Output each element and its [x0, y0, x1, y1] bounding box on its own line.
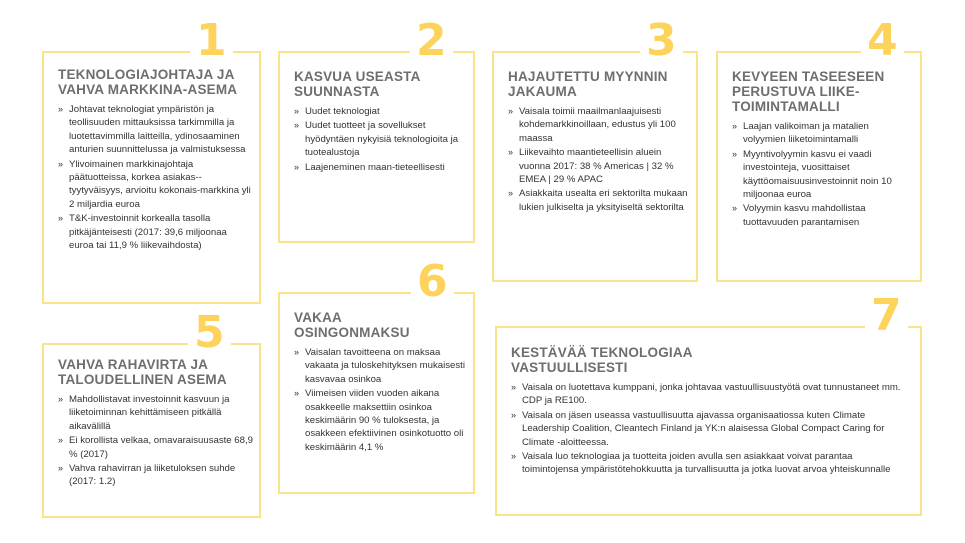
item-text: Vaisala toimii maailmanlaajuisesti kohdemarkkinoillaan, edustus yli 100 maassa [519, 106, 676, 144]
bullet-icon: » [58, 435, 64, 446]
bullet-icon: » [58, 104, 64, 114]
card-1 [42, 15, 261, 304]
card-list [732, 120, 914, 229]
card-4 [716, 15, 922, 282]
item-text: Ylivoimainen markkinajohtaja päätuotteissa, korkea asiakas--tyytyväisyys, arvioitu kokonais-markkina yli 2 miljardia euroa [69, 158, 251, 210]
item-text: Johtavat teknologiat ympäristön ja teollisuuden mittauksissa tarkimmilla ja luotettavimmilla laitteilla, ydinosaaminen anturien suunnittelussa ja valmistuksessa [69, 104, 246, 156]
item-text: T&K-investoinnit korkealla tasolla pitkäjänteisesti (2017: 39,6 miljoonaa euroa tai 11,9 % liikevaihdosta) [69, 213, 227, 252]
item-text: Myyntivolyymin kasvu ei vaadi investointeja, vuosittaiset käyttöomaisuusinvestoinnit noin 10 miljoonaa euroa [743, 148, 892, 201]
card-list [508, 105, 690, 214]
card-number: 6 [411, 260, 454, 304]
list-item [511, 409, 906, 449]
item-text: Laajeneminen maan-tieteellisesti [305, 161, 445, 173]
card-list [294, 346, 467, 454]
card-number: 4 [861, 19, 904, 63]
bullet-icon: » [511, 409, 517, 420]
card-3 [492, 15, 698, 282]
card-list [511, 381, 906, 477]
item-text: Vaisala on jäsen useassa vastuullisuutta ajavassa organisaatiossa kuten Climate Leadership Coalition, Cleantech Finland ja YK:n alaisessa Global Compact Caring for Climate -aloitteessa. [522, 409, 885, 448]
card-title: KESTÄVÄÄ TEKNOLOGIAA VASTUULLISESTI [511, 345, 693, 375]
bullet-icon: » [511, 382, 517, 392]
list-item [294, 387, 467, 454]
list-item [508, 146, 690, 186]
card-number: 1 [190, 19, 233, 63]
list-item [294, 161, 467, 174]
item-text: Asiakkaita usealta eri sektorilta mukaan lukien julkiselta ja yksityiseltä sektorilta [519, 188, 688, 213]
bullet-icon: » [58, 213, 64, 224]
bullet-icon: » [58, 394, 64, 404]
item-text: Vaisalan tavoitteena on maksaa vakaata ja tuloskehityksen mukaisesti kasvavaa osinkoa [305, 347, 465, 385]
bullet-icon: » [294, 161, 300, 172]
list-item [732, 120, 914, 147]
list-item [508, 105, 690, 145]
card-list [58, 103, 253, 252]
list-item [58, 212, 253, 252]
bullet-icon: » [508, 188, 514, 199]
list-item [294, 119, 467, 159]
bullet-icon: » [732, 121, 738, 131]
card-7 [495, 290, 922, 516]
bullet-icon: » [508, 147, 514, 158]
item-text: Mahdollistavat investoinnit kasvuun ja liiketoiminnan kehittämiseen pitkällä aikavälillä [69, 394, 230, 432]
bullet-icon: » [294, 106, 300, 116]
item-text: Ei korollista velkaa, omavaraisuusaste 68,9 % (2017) [69, 435, 253, 460]
item-text: Viimeisen viiden vuoden aikana osakkeelle maksettiin osinkoa keskimäärin 90 % tuloksesta, ja osakkeen efektiivinen osinkotuotto oli keskimäärin 4,1 % [305, 388, 464, 453]
list-item [58, 434, 253, 461]
list-item [294, 346, 467, 386]
card-title: KASVUA USEASTA SUUNNASTA [294, 69, 421, 99]
item-text: Volyymin kasvu mahdollistaa tuottavuuden parantamisen [743, 203, 866, 228]
item-text: Laajan valikoiman ja matalien volyymien liiketoimintamalli [743, 121, 869, 146]
list-item [732, 202, 914, 229]
card-6 [278, 256, 475, 494]
card-2 [278, 15, 475, 243]
card-number: 2 [410, 19, 453, 63]
bullet-icon: » [732, 203, 738, 214]
bullet-icon: » [732, 148, 738, 159]
card-title: KEVYEEN TASEESEEN PERUSTUVA LIIKE-TOIMINTAMALLI [732, 69, 885, 114]
list-item [58, 393, 253, 433]
card-number: 7 [865, 294, 908, 338]
list-item [511, 450, 906, 477]
card-list [58, 393, 253, 489]
card-title: TEKNOLOGIAJOHTAJA JA VAHVA MARKKINA-ASEMA [58, 67, 238, 97]
list-item [732, 148, 914, 202]
item-text: Vaisala on luotettava kumppani, jonka johtavaa vastuullisuustyötä ovat tunnustaneet mm. CDP ja RE100. [522, 382, 901, 407]
card-5 [42, 307, 261, 518]
bullet-icon: » [58, 463, 64, 474]
bullet-icon: » [58, 158, 64, 169]
item-text: Vahva rahavirran ja liiketuloksen suhde (2017: 1.2) [69, 463, 236, 488]
list-item [294, 105, 467, 118]
bullet-icon: » [294, 120, 300, 131]
item-text: Liikevaihto maantieteellisin aluein vuonna 2017: 38 % Americas | 32 % EMEA | 29 % APAC [519, 147, 674, 186]
list-item [508, 187, 690, 214]
list-item [58, 158, 253, 212]
card-title: HAJAUTETTU MYYNNIN JAKAUMA [508, 69, 668, 99]
card-list [294, 105, 467, 174]
item-text: Vaisala luo teknologiaa ja tuotteita joiden avulla sen asiakkaat voivat parantaa toimintojensa ympäristötehokkuutta ja turvallisuutta ja jotka luovat arvoa yhteiskunnalle [522, 451, 891, 476]
list-item [58, 462, 253, 489]
bullet-icon: » [294, 388, 300, 399]
card-number: 5 [188, 311, 231, 355]
bullet-icon: » [508, 106, 514, 116]
list-item [58, 103, 253, 157]
bullet-icon: » [294, 347, 300, 357]
item-text: Uudet teknologiat [305, 106, 380, 117]
bullet-icon: » [511, 451, 517, 462]
list-item [511, 381, 906, 408]
item-text: Uudet tuotteet ja sovellukset hyödyntäen nykyisiä teknologioita ja tuotealustoja [305, 120, 459, 159]
card-title: VAKAA OSINGONMAKSU [294, 310, 410, 340]
card-number: 3 [640, 19, 683, 63]
card-title: VAHVA RAHAVIRTA JA TALOUDELLINEN ASEMA [58, 357, 227, 387]
